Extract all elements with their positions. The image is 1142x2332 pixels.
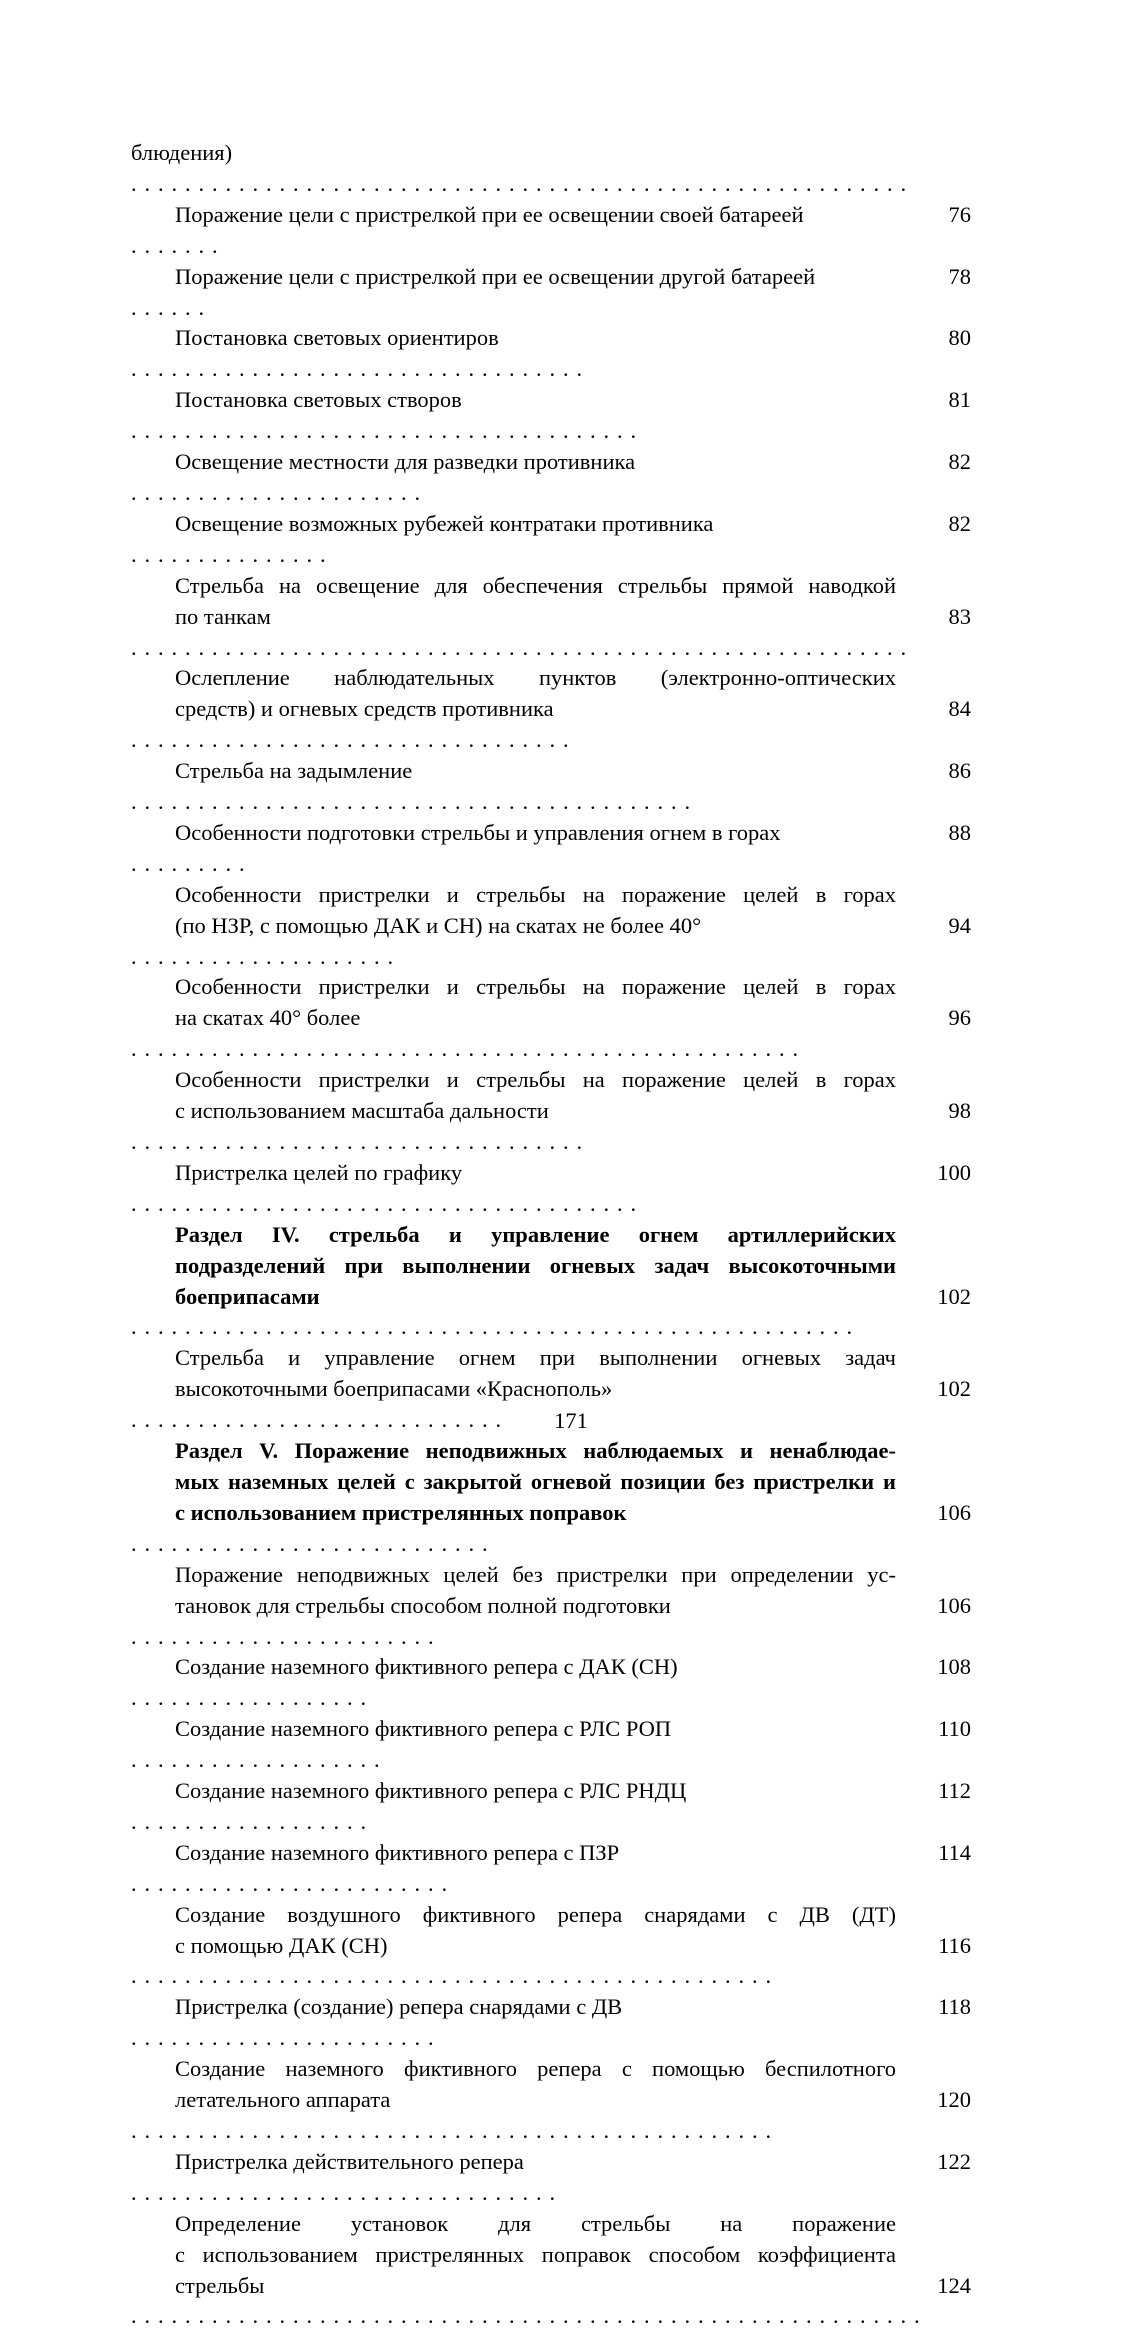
- toc-entry[interactable]: [131, 1992, 971, 2054]
- toc-entry-line: Создание воздушного фиктивного репера снарядами с ДВ (ДТ): [175, 1901, 896, 1927]
- toc-entry-line: Раздел IV. стрельба и управление огнем артиллерийских: [175, 1221, 896, 1247]
- toc-entry-line-text: Поражение цели с пристрелкой при ее освещении своей батареей: [175, 201, 804, 227]
- toc-entry-line: Поражение неподвижных целей без пристрелки при определении ус-: [175, 1561, 896, 1587]
- toc-entry-line: [131, 1652, 896, 1714]
- dot-leader: . . . . . .: [131, 294, 206, 320]
- toc-entry-title: [131, 1652, 896, 1714]
- toc-entry-line: [131, 1931, 896, 1993]
- toc-entry[interactable]: [131, 509, 971, 571]
- toc-entry-title: [131, 138, 908, 200]
- toc-entry[interactable]: [131, 1220, 971, 1344]
- toc-entry-title: [131, 447, 896, 509]
- toc-entry[interactable]: [131, 385, 971, 447]
- toc-entry-title: [131, 262, 896, 324]
- dot-leader: . . . . . . . . . . . . . . . . . . . . . . .: [131, 2025, 435, 2051]
- dot-leader: . . . . . . . . . . . . . . . . . . . .: [131, 943, 395, 969]
- toc-entry-title: [131, 385, 896, 447]
- toc-entry-line-text: Создание наземного фиктивного репера с РЛС РНДЦ: [175, 1778, 687, 1804]
- toc-page-number[interactable]: 106: [937, 1499, 971, 1525]
- toc-entry-line: [131, 323, 896, 385]
- toc-entry-line: [131, 2271, 921, 2332]
- toc-entry-line-text: Пристрелка действительного репера: [175, 2148, 524, 2174]
- toc-entry-line-text: Постановка световых створов: [175, 387, 462, 413]
- toc-entry[interactable]: [131, 880, 971, 973]
- toc-entry-title: [131, 1714, 896, 1776]
- dot-leader: . . . . . . . . . . . . . . . . . . . . . . . . . . . . . . . . . . . . . . . . . . . . . . . . . .: [131, 1036, 800, 1062]
- dot-leader: . . . . . . . . . . . . . . . . . . . . . . . . . . . . . . . . . . . . . . . . . . . . . . . .: [131, 2118, 773, 2143]
- toc-entry-line-text: Особенности подготовки стрельбы и управления огнем в горах: [175, 819, 781, 845]
- toc-entry-line-text: Пристрелка (создание) репера снарядами с ДВ: [175, 1994, 623, 2020]
- toc-entry[interactable]: [131, 447, 971, 509]
- toc-entry-line: [131, 694, 896, 756]
- toc-entry-line: [131, 1714, 896, 1776]
- dot-leader: . . . . . . . . . . . . . . . . . . . . . . . . . . . . . . . . . .: [131, 356, 584, 382]
- toc-entry-title: [131, 1900, 896, 1993]
- toc-page-number[interactable]: 124: [937, 2272, 971, 2298]
- toc-entry[interactable]: [131, 972, 971, 1065]
- dot-leader: . . . . . . . . . . . . . . .: [131, 541, 327, 567]
- toc-entry-line: [131, 1003, 896, 1065]
- toc-entry[interactable]: [131, 323, 971, 385]
- toc-entry-line: [131, 1591, 896, 1653]
- dot-leader: . . . . . . . . . . . . . . . . . .: [131, 1808, 368, 1834]
- toc-entry-line-text: Создание наземного фиктивного репера с РЛС РОП: [175, 1716, 672, 1742]
- toc-page-number[interactable]: 112: [938, 1778, 971, 1804]
- toc-page-number[interactable]: 114: [938, 1839, 971, 1865]
- dot-leader: . . . . . . . . . . . . . . . . . . . . . . . . . . . . . . . . . . . . . .: [131, 418, 638, 444]
- toc-entry-line: [131, 756, 896, 818]
- toc-entry[interactable]: [131, 663, 971, 756]
- toc-page-number[interactable]: 88: [948, 819, 971, 845]
- toc-entry-line: [131, 1158, 896, 1220]
- dot-leader: . . . . . . . . . . . . . . . . . . . . . . . . . . . . . . . . . .: [131, 1129, 584, 1154]
- toc-page-number[interactable]: 96: [948, 1005, 971, 1031]
- dot-leader: . . . . . . . . . . . . . . . . . . . . . . . . . . . . . . . . . . . . . . . . . .: [131, 789, 692, 815]
- toc-entry-title: [131, 880, 896, 973]
- toc-entry[interactable]: [131, 2147, 971, 2209]
- toc-entry[interactable]: [131, 138, 971, 200]
- toc-entry-title: [131, 509, 896, 571]
- toc-page-number[interactable]: 118: [938, 1994, 971, 2020]
- toc-entry-title: [131, 1992, 896, 2054]
- toc-entry-title: [131, 756, 896, 818]
- toc-entry[interactable]: [131, 571, 971, 664]
- dot-leader: . . . . . . . . .: [131, 850, 246, 876]
- toc-entry[interactable]: [131, 1436, 971, 1560]
- toc-entry-line: Особенности пристрелки и стрельбы на поражение целей в горах: [175, 881, 896, 907]
- toc-entry[interactable]: [131, 262, 971, 324]
- toc-page-number[interactable]: 78: [948, 263, 971, 289]
- toc-entry[interactable]: [131, 200, 971, 262]
- toc-entry-title: [131, 1158, 896, 1220]
- toc-entry[interactable]: [131, 1900, 971, 1993]
- toc-entry-line-text: тановок для стрельбы способом полной подготовки: [175, 1592, 671, 1618]
- toc-entry[interactable]: [131, 1560, 971, 1653]
- toc-entry[interactable]: [131, 2209, 971, 2332]
- toc-page-number[interactable]: 110: [938, 1716, 971, 1742]
- toc-page-number[interactable]: 122: [937, 2148, 971, 2174]
- toc-entry-line: Стрельба и управление огнем при выполнении огневых задач: [175, 1345, 896, 1371]
- dot-leader: . . . . . . . . . . . . . . . . . . . . . . . . . . .: [131, 1530, 489, 1556]
- toc-entry-line-text: высокоточными боеприпасами «Краснополь»: [175, 1376, 613, 1402]
- toc-page-number[interactable]: 98: [948, 1098, 971, 1124]
- toc-page-number[interactable]: 116: [938, 1932, 971, 1958]
- dot-leader: . . . . . . . . . . . . . . . . . . . . . . . . . . . . . . . .: [131, 2179, 557, 2205]
- dot-leader: . . . . . . .: [131, 232, 219, 258]
- page-folio-number: 171: [554, 1408, 588, 1433]
- toc-entry-line: Определение установок для стрельбы на поражение: [175, 2210, 896, 2236]
- toc-entry[interactable]: [131, 2054, 971, 2147]
- toc-entry-title: [131, 1776, 896, 1838]
- toc-entry-line: Создание наземного фиктивного репера с помощью беспилотного: [175, 2056, 896, 2082]
- toc-page-number[interactable]: 86: [948, 758, 971, 784]
- toc-entry-line: [131, 1096, 896, 1158]
- toc-entry-line: Особенности пристрелки и стрельбы на поражение целей в горах: [175, 1067, 896, 1093]
- toc-entry-title: [131, 1220, 896, 1344]
- dot-leader: . . . . . . . . . . . . . . . . . . .: [131, 1747, 381, 1773]
- toc-entry-line-text: Создание наземного фиктивного репера с ПЗР: [175, 1839, 620, 1865]
- toc-entry-line-text: Поражение цели с пристрелкой при ее освещении другой батареей: [175, 263, 816, 289]
- dot-leader: . . . . . . . . . . . . . . . . . .: [131, 1685, 368, 1711]
- toc-entry-line-text: Освещение возможных рубежей контратаки противника: [175, 510, 714, 536]
- toc-entry-title: [131, 1436, 896, 1560]
- toc-entry-line-text: Стрельба на задымление: [175, 758, 413, 784]
- toc-entry-line: [131, 1282, 896, 1344]
- toc-entry-line: [131, 1992, 896, 2054]
- dot-leader: . . . . . . . . . . . . . . . . . . . . . . . . . . . . . . . . . . . . . . . . . . . . . . . . . . . . . .: [131, 1314, 854, 1340]
- toc-entry[interactable]: [131, 1652, 971, 1714]
- dot-leader: . . . . . . . . . . . . . . . . . . . . . . . . . . . . . . . . . . . . . . . . . . . . . . . . . . . . . . . . . .: [131, 634, 908, 660]
- toc-page-number[interactable]: 102: [937, 1283, 971, 1309]
- toc-page-number[interactable]: 76: [948, 201, 971, 227]
- toc-page-number[interactable]: 106: [937, 1592, 971, 1618]
- toc-page-number[interactable]: 84: [948, 696, 971, 722]
- toc-entry-line: [131, 1498, 896, 1560]
- toc-entry-line-text: летательного аппарата: [175, 2087, 391, 2113]
- toc-page-number[interactable]: 94: [948, 912, 971, 938]
- toc-entry-title: [131, 2209, 921, 2332]
- toc-page-number[interactable]: 82: [948, 510, 971, 536]
- toc-entry-title: [131, 972, 896, 1065]
- toc-entry-line-text: Освещение местности для разведки противника: [175, 449, 636, 475]
- toc-entry-line: с использованием пристрелянных поправок способом коэффициента: [175, 2241, 896, 2267]
- toc-entry-line: мых наземных целей с закрытой огневой позиции без пристрелки и: [175, 1468, 896, 1494]
- toc-entry-line-text: Пристрелка целей по графику: [175, 1159, 463, 1185]
- toc-entry-line-text: Создание наземного фиктивного репера с ДАК (СН): [175, 1654, 678, 1680]
- dot-leader: . . . . . . . . . . . . . . . . . . . . . . . . . . . . . . . . . . . . . . . . . . . . . . . . . . . . . . . . . . .: [131, 2303, 921, 2329]
- toc-entry-line: [131, 911, 896, 973]
- toc-entry-line-text: стрельбы: [175, 2272, 265, 2298]
- toc-entry-line: [131, 2147, 896, 2209]
- dot-leader: . . . . . . . . . . . . . . . . . . . . . . . .: [131, 1870, 449, 1896]
- toc-entry-line-text: по танкам: [175, 603, 271, 629]
- toc-entry-title: [131, 2054, 896, 2147]
- toc-entry-line: [131, 200, 896, 262]
- toc-entry-line-text: с использованием масштаба дальности: [175, 1098, 549, 1124]
- dot-leader: . . . . . . . . . . . . . . . . . . . . . . . . . . . . . . . . . . . . . . . . . . . . . . . .: [131, 1963, 773, 1989]
- toc-entry-line: [131, 447, 896, 509]
- dot-leader: . . . . . . . . . . . . . . . . . . . . . . . . . . . . . . . . . . . . . .: [131, 1190, 638, 1216]
- toc-page-number[interactable]: 100: [937, 1159, 971, 1185]
- toc-entry[interactable]: [131, 1838, 971, 1900]
- toc-entry[interactable]: [131, 756, 971, 818]
- toc-entry-line: [131, 385, 896, 447]
- toc-entry-line-text: Постановка световых ориентиров: [175, 325, 499, 351]
- toc-entry-line: [131, 138, 908, 200]
- toc-entry-line: Ослепление наблюдательных пунктов (электронно-оптических: [175, 665, 896, 691]
- toc-entry-line: подразделений при выполнении огневых задач высокоточными: [175, 1252, 896, 1278]
- dot-leader: . . . . . . . . . . . . . . . . . . . . . . . . . . . . . . . . . . . . . . . . . . . . . . . . . . . . . . . . . .: [131, 170, 908, 196]
- toc-entry-title: [131, 2147, 896, 2209]
- toc-page-number[interactable]: 108: [937, 1654, 971, 1680]
- toc-entry[interactable]: [131, 1776, 971, 1838]
- toc-entry[interactable]: [131, 1714, 971, 1776]
- toc-entry-line-text: с помощью ДАК (СН): [175, 1932, 388, 1958]
- toc-entry-line-text: на скатах 40° более: [175, 1005, 361, 1031]
- dot-leader: . . . . . . . . . . . . . . . . . . . . . . .: [131, 1623, 435, 1649]
- toc-entry-line: [131, 2085, 896, 2147]
- table-of-contents: [131, 138, 971, 2332]
- toc-entry-line-text: средств) и огневых средств противника: [175, 696, 554, 722]
- dot-leader: . . . . . . . . . . . . . . . . . . . . . . . . . . . . . . . . .: [131, 727, 570, 753]
- toc-page-number[interactable]: 102: [937, 1376, 971, 1402]
- toc-entry-title: [131, 323, 896, 385]
- toc-entry-line-text: боеприпасами: [175, 1283, 320, 1309]
- toc-page-number[interactable]: 81: [948, 387, 971, 413]
- toc-page-number[interactable]: 83: [948, 603, 971, 629]
- toc-page-number[interactable]: 80: [948, 325, 971, 351]
- dot-leader: . . . . . . . . . . . . . . . . . . . . . . . . . . . .: [131, 1407, 503, 1433]
- toc-page-number[interactable]: 120: [937, 2087, 971, 2113]
- toc-entry-title: [131, 1065, 896, 1158]
- toc-entry-title: [131, 200, 896, 262]
- toc-entry-line-text: блюдения): [131, 140, 233, 165]
- toc-entry-line: [131, 1776, 896, 1838]
- toc-entry-title: [131, 818, 896, 880]
- toc-entry-line: [131, 602, 908, 664]
- toc-entry-line: Особенности пристрелки и стрельбы на поражение целей в горах: [175, 974, 896, 1000]
- toc-entry-title: [131, 1560, 896, 1653]
- dot-leader: . . . . . . . . . . . . . . . . . . . . . .: [131, 479, 422, 505]
- toc-entry[interactable]: [131, 818, 971, 880]
- toc-entry-title: [131, 663, 896, 756]
- toc-entry-line: [131, 262, 896, 324]
- toc-entry-line: Стрельба на освещение для обеспечения стрельбы прямой наводкой: [175, 572, 896, 598]
- toc-entry-line: [131, 818, 896, 880]
- toc-entry-line: Раздел V. Поражение неподвижных наблюдаемых и ненаблюдае-: [175, 1438, 896, 1464]
- toc-entry-title: [131, 571, 908, 664]
- toc-entry-line-text: (по НЗР, с помощью ДАК и СН) на скатах не более 40°: [175, 912, 702, 938]
- toc-page-number[interactable]: 82: [948, 449, 971, 475]
- toc-entry-line: [131, 1838, 896, 1900]
- toc-entry[interactable]: [131, 1065, 971, 1158]
- toc-entry-line-text: с использованием пристрелянных поправок: [175, 1499, 627, 1525]
- toc-entry-line: [131, 509, 896, 571]
- toc-entry-title: [131, 1838, 896, 1900]
- toc-entry[interactable]: [131, 1158, 971, 1220]
